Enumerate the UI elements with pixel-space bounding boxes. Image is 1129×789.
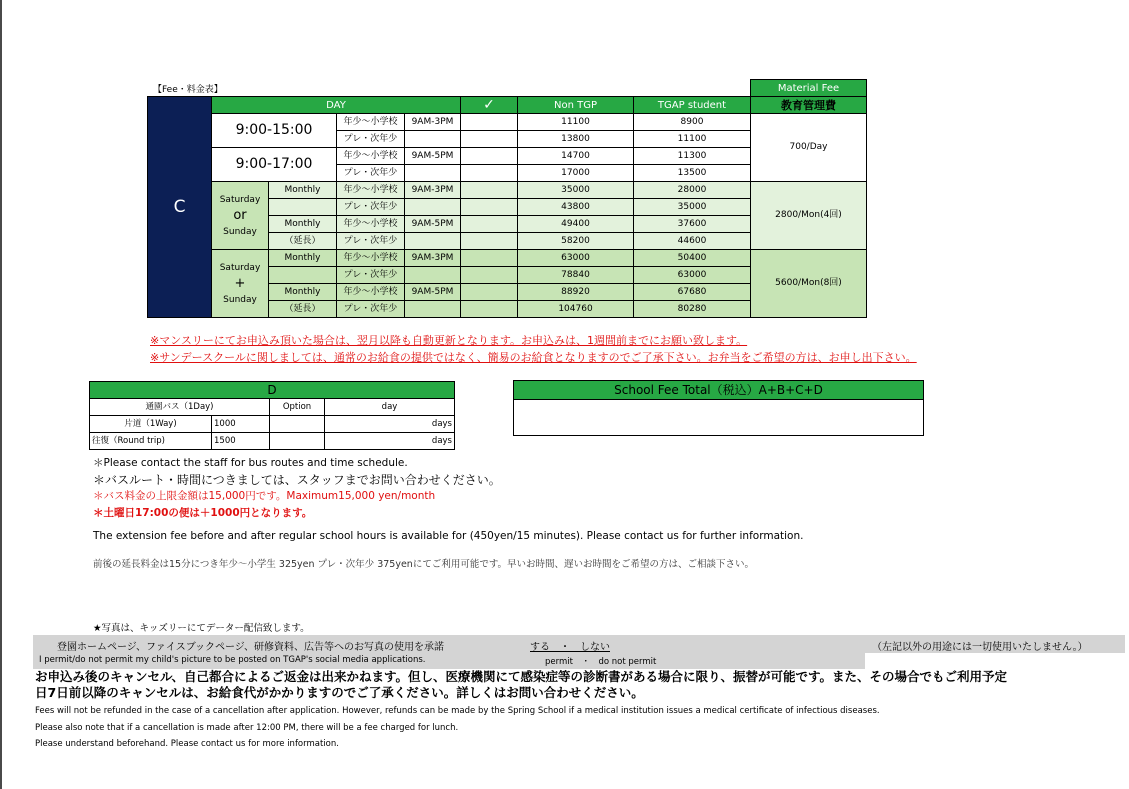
grade-label: 年少〜小学校 bbox=[337, 182, 405, 199]
cancellation-policy-en-2: Please also note that if a cancellation is made after 12:00 PM, there will be a fee charged for lunch. bbox=[35, 723, 459, 733]
tgap-price: 8900 bbox=[634, 114, 751, 131]
day-line: Saturday bbox=[219, 194, 261, 205]
day-column-header: day bbox=[325, 399, 455, 416]
check-cell[interactable] bbox=[461, 301, 518, 318]
plan-label bbox=[269, 199, 337, 216]
day-line: Saturday bbox=[219, 262, 261, 273]
check-cell[interactable] bbox=[461, 165, 518, 182]
page-left-border bbox=[0, 0, 2, 789]
tgap-student-header: TGAP student bbox=[634, 97, 751, 114]
bus-note-en: ＊Please contact the staff for bus routes and time schedule. bbox=[93, 457, 408, 469]
non-tgp-price: 35000 bbox=[518, 182, 634, 199]
non-tgp-price: 11100 bbox=[518, 114, 634, 131]
hours-label: 9AM-3PM bbox=[405, 182, 461, 199]
grade-label: プレ・次年少 bbox=[337, 131, 405, 148]
hours-empty bbox=[405, 199, 461, 216]
hours-empty bbox=[405, 301, 461, 318]
day-line: Sunday bbox=[223, 226, 257, 237]
photo-consent-choice-en[interactable]: permit ・ do not permit bbox=[545, 657, 657, 667]
plan-label: Monthly bbox=[269, 284, 337, 301]
grade-label: プレ・次年少 bbox=[337, 233, 405, 250]
grade-label: 年少〜小学校 bbox=[337, 148, 405, 165]
non-tgp-price: 58200 bbox=[518, 233, 634, 250]
grade-label: 年少〜小学校 bbox=[337, 250, 405, 267]
saturday-bus-note: ＊土曜日17:00の便は＋1000円となります。 bbox=[93, 507, 313, 519]
cancellation-policy-jp: お申込み後のキャンセル、自己都合によるご返金は出来かねます。但し、医療機関にて感染症等の診断書がある場合に限り、振替が可能です。また、その場合でもご利用予定日7日前以降のキャンセルは、お給食代がかかりますのでご了承ください。詳しくはお問い合わせください。 bbox=[35, 669, 1008, 700]
non-tgp-price: 78840 bbox=[518, 267, 634, 284]
non-tgp-price: 43800 bbox=[518, 199, 634, 216]
sat-or-sun-label bbox=[212, 182, 269, 250]
plan-label: Monthly bbox=[269, 182, 337, 199]
grade-label: プレ・次年少 bbox=[337, 301, 405, 318]
non-tgp-price: 17000 bbox=[518, 165, 634, 182]
option-column-header: Option bbox=[270, 399, 325, 416]
bus-fee-table bbox=[89, 381, 455, 450]
bus-one-way-price: 1000 bbox=[212, 416, 270, 433]
bus-round-trip-label: 往復（Round trip) bbox=[90, 433, 212, 450]
tgap-price: 44600 bbox=[634, 233, 751, 250]
tgap-price: 67680 bbox=[634, 284, 751, 301]
school-fee-total-input[interactable] bbox=[514, 400, 923, 435]
monthly-renewal-note: ※マンスリーにてお申込み頂いた場合は、翌月以降も自動更新となります。お申込みは、1週間前までにお願い致します。 bbox=[150, 334, 748, 347]
bus-column-header: 通園バス（1Day) bbox=[90, 399, 270, 416]
photo-note: ★写真は、キッズリーにてデーター配信致します。 bbox=[93, 623, 310, 634]
hours-label: 9AM-3PM bbox=[405, 114, 461, 131]
check-cell[interactable] bbox=[461, 250, 518, 267]
check-cell[interactable] bbox=[461, 216, 518, 233]
sat-plus-sun-label bbox=[212, 250, 269, 318]
grade-label: 年少〜小学校 bbox=[337, 284, 405, 301]
tgap-price: 80280 bbox=[634, 301, 751, 318]
grade-label: プレ・次年少 bbox=[337, 199, 405, 216]
tgap-price: 35000 bbox=[634, 199, 751, 216]
non-tgp-price: 104760 bbox=[518, 301, 634, 318]
fee-table bbox=[147, 79, 867, 318]
bus-days-cell[interactable]: days bbox=[325, 416, 455, 433]
bus-table-title: D bbox=[90, 382, 455, 399]
hours-empty bbox=[405, 165, 461, 182]
material-fee-header: Material Fee bbox=[751, 80, 867, 97]
hours-label: 9AM-3PM bbox=[405, 250, 461, 267]
tgap-price: 50400 bbox=[634, 250, 751, 267]
material-fee-sat-plus-sun: 5600/Mon(8回) bbox=[751, 250, 867, 318]
plan-label: Monthly bbox=[269, 216, 337, 233]
cancellation-policy-en-1: Fees will not be refunded in the case of a cancellation after application. However, refunds can be made by the Spring School if a medical institution issues a medical certificate of infectious diseases. bbox=[35, 706, 880, 716]
photo-consent-aside: （左記以外の用途には一切使用いたしません。） bbox=[872, 642, 1088, 653]
plan-label: （延長） bbox=[269, 301, 337, 318]
hours-empty bbox=[405, 233, 461, 250]
tgap-price: 28000 bbox=[634, 182, 751, 199]
non-tgp-price: 49400 bbox=[518, 216, 634, 233]
bus-note-jp: ＊バスルート・時間につきましては、スタッフまでお問い合わせください。 bbox=[93, 473, 501, 487]
photo-consent-choice-jp[interactable]: する ・ しない bbox=[530, 642, 610, 653]
check-cell[interactable] bbox=[461, 131, 518, 148]
grade-label: プレ・次年少 bbox=[337, 165, 405, 182]
extension-fee-en: The extension fee before and after regular school hours is available for (450yen/15 minutes). Please contact us for further information. bbox=[93, 530, 804, 542]
hours-label: 9AM-5PM bbox=[405, 216, 461, 233]
day-line: + bbox=[234, 275, 246, 291]
sunday-school-lunch-note: ※サンデースクールに関しましては、通常のお給食の提供ではなく、簡易のお給食となりますのでご了承下さい。お弁当をご希望の方は、お申し出下さい。 bbox=[150, 351, 917, 364]
hours-empty bbox=[405, 267, 461, 284]
bus-option-cell[interactable] bbox=[270, 433, 325, 450]
tgap-price: 13500 bbox=[634, 165, 751, 182]
hours-empty bbox=[405, 131, 461, 148]
bus-one-way-label: 片道（1Way) bbox=[90, 416, 212, 433]
check-cell[interactable] bbox=[461, 199, 518, 216]
non-tgp-price: 88920 bbox=[518, 284, 634, 301]
grade-label: プレ・次年少 bbox=[337, 267, 405, 284]
non-tgp-price: 13800 bbox=[518, 131, 634, 148]
school-fee-total-box bbox=[513, 380, 924, 436]
non-tgp-header: Non TGP bbox=[518, 97, 634, 114]
material-fee-sat-or-sun: 2800/Mon(4回) bbox=[751, 182, 867, 250]
non-tgp-price: 14700 bbox=[518, 148, 634, 165]
check-cell[interactable] bbox=[461, 233, 518, 250]
grade-label: 年少〜小学校 bbox=[337, 216, 405, 233]
plan-label: Monthly bbox=[269, 250, 337, 267]
grade-label: 年少〜小学校 bbox=[337, 114, 405, 131]
day-header: DAY bbox=[212, 97, 461, 114]
cancellation-policy-en-3: Please understand beforehand. Please contact us for more information. bbox=[35, 739, 339, 749]
bus-option-cell[interactable] bbox=[270, 416, 325, 433]
check-cell[interactable] bbox=[461, 148, 518, 165]
time-slot: 9:00-15:00 bbox=[212, 114, 337, 148]
bus-round-trip-price: 1500 bbox=[212, 433, 270, 450]
tgap-price: 11100 bbox=[634, 131, 751, 148]
fee-table-caption: 【Fee・料金表】 bbox=[153, 85, 223, 95]
bus-days-cell[interactable]: days bbox=[325, 433, 455, 450]
day-line: or bbox=[233, 207, 247, 223]
plan-label bbox=[269, 267, 337, 284]
material-fee-jp-header: 教育管理費 bbox=[751, 97, 867, 114]
time-slot: 9:00-17:00 bbox=[212, 148, 337, 182]
tgap-price: 37600 bbox=[634, 216, 751, 233]
course-c-label: C bbox=[148, 97, 212, 318]
check-cell[interactable] bbox=[461, 284, 518, 301]
check-cell[interactable] bbox=[461, 267, 518, 284]
tgap-price: 63000 bbox=[634, 267, 751, 284]
tgap-price: 11300 bbox=[634, 148, 751, 165]
hours-label: 9AM-5PM bbox=[405, 284, 461, 301]
material-fee-weekday: 700/Day bbox=[751, 114, 867, 182]
bus-max-fee-note: ＊バス料金の上限金額は15,000円です。Maximum15,000 yen/month bbox=[93, 490, 436, 502]
check-cell[interactable] bbox=[461, 114, 518, 131]
photo-consent-en: I permit/do not permit my child's picture to be posted on TGAP's social media applications. bbox=[39, 655, 426, 665]
check-cell[interactable] bbox=[461, 182, 518, 199]
non-tgp-price: 63000 bbox=[518, 250, 634, 267]
day-line: Sunday bbox=[223, 294, 257, 305]
plan-label: （延長） bbox=[269, 233, 337, 250]
extension-fee-jp: 前後の延長料金は15分につき年少〜小学生 325yen プレ・次年少 375yenにてご利用可能です。早いお時間、遅いお時間をご希望の方は、ご相談下さい。 bbox=[93, 559, 755, 570]
photo-consent-jp: 登園ホームページ、ファイスブックページ、研修資料、広告等へのお写真の使用を承諾 bbox=[57, 642, 444, 653]
check-mark-icon: ✓ bbox=[461, 97, 518, 114]
school-fee-total-title: School Fee Total（税込）A+B+C+D bbox=[514, 381, 923, 400]
hours-label: 9AM-5PM bbox=[405, 148, 461, 165]
